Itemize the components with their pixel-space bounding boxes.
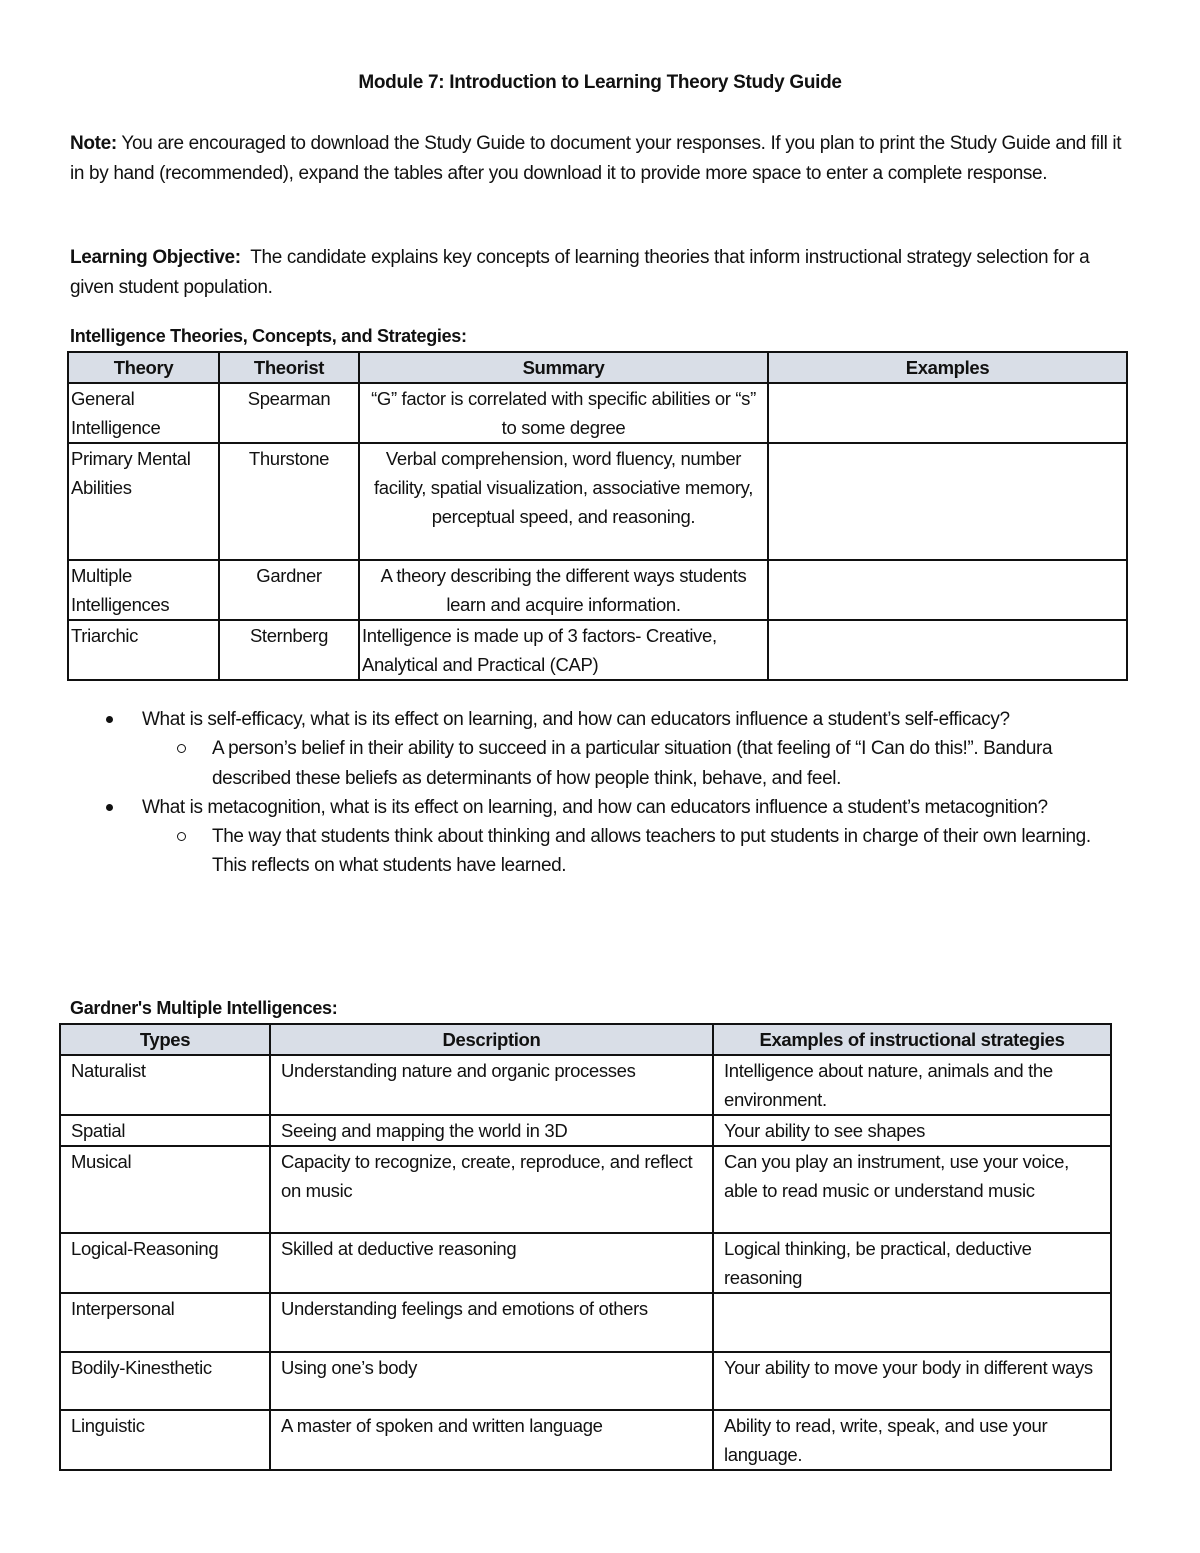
table-row xyxy=(68,620,1127,680)
table-row xyxy=(60,1146,1111,1233)
example-cell[interactable]: Can you play an instrument, use your voice, able to read music or understand music xyxy=(713,1146,1111,1233)
table-row xyxy=(60,1293,1111,1352)
theorist-cell: Spearman xyxy=(219,383,359,443)
hollow-bullet-icon xyxy=(177,744,186,753)
type-cell: Naturalist xyxy=(60,1055,270,1115)
theory-cell: Triarchic xyxy=(68,620,219,680)
note-text: You are encouraged to download the Study Guide to document your responses. If you plan to print the Study Guide and fill it in by hand (recommended), expand the tables after you download it to provide more space to enter a complete response. xyxy=(70,133,1122,184)
theory-cell: Multiple Intelligences xyxy=(68,560,219,620)
theory-cell xyxy=(68,443,219,560)
note-paragraph xyxy=(70,129,1130,188)
theory-cell: General Intelligence xyxy=(68,383,219,443)
type-cell: Spatial xyxy=(60,1115,270,1146)
description-cell: Skilled at deductive reasoning xyxy=(270,1233,713,1293)
table-header-row xyxy=(68,352,1127,383)
description-cell: A master of spoken and written language xyxy=(270,1410,713,1470)
examples-cell[interactable] xyxy=(768,443,1127,560)
type-cell: Interpersonal xyxy=(60,1293,270,1352)
table-row xyxy=(60,1352,1111,1410)
example-cell[interactable] xyxy=(713,1293,1111,1352)
question-item xyxy=(0,705,1072,734)
summary-cell: Verbal comprehension, word fluency, number facility, spatial visualization, associative memory, perceptual speed, and reasoning. xyxy=(359,443,768,560)
column-header: Examples of instructional strategies xyxy=(713,1024,1111,1055)
hollow-bullet-icon xyxy=(177,832,186,841)
objective-text: The candidate explains key concepts of learning theories that inform instructional strategy selection for a given student population. xyxy=(70,247,1095,298)
answer-item xyxy=(0,822,1092,881)
theorist-cell: Gardner xyxy=(219,560,359,620)
bullet-icon xyxy=(106,804,113,811)
answer-item xyxy=(0,734,1092,793)
note-label: Note: xyxy=(70,133,117,154)
question-text: What is metacognition, what is its effect on learning, and how can educators influence a student’s metacognition? xyxy=(142,796,1048,818)
intelligence-theories-table xyxy=(67,351,1128,681)
bullet-icon xyxy=(106,716,113,723)
examples-cell[interactable] xyxy=(768,560,1127,620)
theory-text: Primary Mental Abilities xyxy=(71,448,191,498)
description-cell: Understanding nature and organic processes xyxy=(270,1055,713,1115)
column-header: Theorist xyxy=(219,352,359,383)
type-cell: Bodily-Kinesthetic xyxy=(60,1352,270,1410)
table-row xyxy=(60,1055,1111,1115)
examples-cell[interactable] xyxy=(768,383,1127,443)
column-header: Description xyxy=(270,1024,713,1055)
example-cell[interactable]: Your ability to move your body in different ways xyxy=(713,1352,1111,1410)
table-row xyxy=(60,1115,1111,1146)
table-row xyxy=(60,1410,1111,1470)
type-cell: Logical-Reasoning xyxy=(60,1233,270,1293)
answer-text: The way that students think about thinking and allows teachers to put students in charge of their own learning. This reflects on what students have learned. xyxy=(212,826,1091,877)
example-cell[interactable]: Logical thinking, be practical, deductive reasoning xyxy=(713,1233,1111,1293)
column-header: Types xyxy=(60,1024,270,1055)
learning-objective-paragraph xyxy=(70,243,1130,302)
type-cell: Linguistic xyxy=(60,1410,270,1470)
summary-cell: Intelligence is made up of 3 factors- Creative, Analytical and Practical (CAP) xyxy=(359,620,768,680)
table-row xyxy=(68,383,1127,443)
question-list xyxy=(0,705,1200,881)
objective-label: Learning Objective: xyxy=(70,247,241,268)
description-cell: Understanding feelings and emotions of others xyxy=(270,1293,713,1352)
column-header: Theory xyxy=(68,352,219,383)
theorist-cell: Sternberg xyxy=(219,620,359,680)
example-cell[interactable]: Ability to read, write, speak, and use your language. xyxy=(713,1410,1111,1470)
page-title: Module 7: Introduction to Learning Theory Study Guide xyxy=(358,72,842,93)
gardner-intelligences-table xyxy=(59,1023,1112,1471)
table-row xyxy=(60,1233,1111,1293)
question-item xyxy=(0,793,1072,822)
summary-cell: A theory describing the different ways students learn and acquire information. xyxy=(359,560,768,620)
type-cell: Musical xyxy=(60,1146,270,1233)
example-cell[interactable]: Your ability to see shapes xyxy=(713,1115,1111,1146)
table-row xyxy=(68,443,1127,560)
question-text: What is self-efficacy, what is its effect on learning, and how can educators influence a student’s self-efficacy? xyxy=(142,709,1010,730)
table-header-row xyxy=(60,1024,1111,1055)
answer-text: A person’s belief in their ability to succeed in a particular situation (that feeling of “I Can do this!”. Bandura described these beliefs as determinants of how people think, behave, and feel. xyxy=(212,738,1053,789)
summary-cell: “G” factor is correlated with specific abilities or “s” to some degree xyxy=(359,383,768,443)
description-cell: Seeing and mapping the world in 3D xyxy=(270,1115,713,1146)
table-row xyxy=(68,560,1127,620)
description-cell: Using one’s body xyxy=(270,1352,713,1410)
gardner-table-caption: Gardner's Multiple Intelligences: xyxy=(70,998,338,1018)
examples-cell[interactable] xyxy=(768,620,1127,680)
intelligence-table-caption: Intelligence Theories, Concepts, and Strategies: xyxy=(70,326,467,346)
column-header: Summary xyxy=(359,352,768,383)
column-header: Examples xyxy=(768,352,1127,383)
description-cell: Capacity to recognize, create, reproduce, and reflect on music xyxy=(270,1146,713,1233)
theorist-cell: Thurstone xyxy=(219,443,359,560)
example-cell[interactable]: Intelligence about nature, animals and the environment. xyxy=(713,1055,1111,1115)
